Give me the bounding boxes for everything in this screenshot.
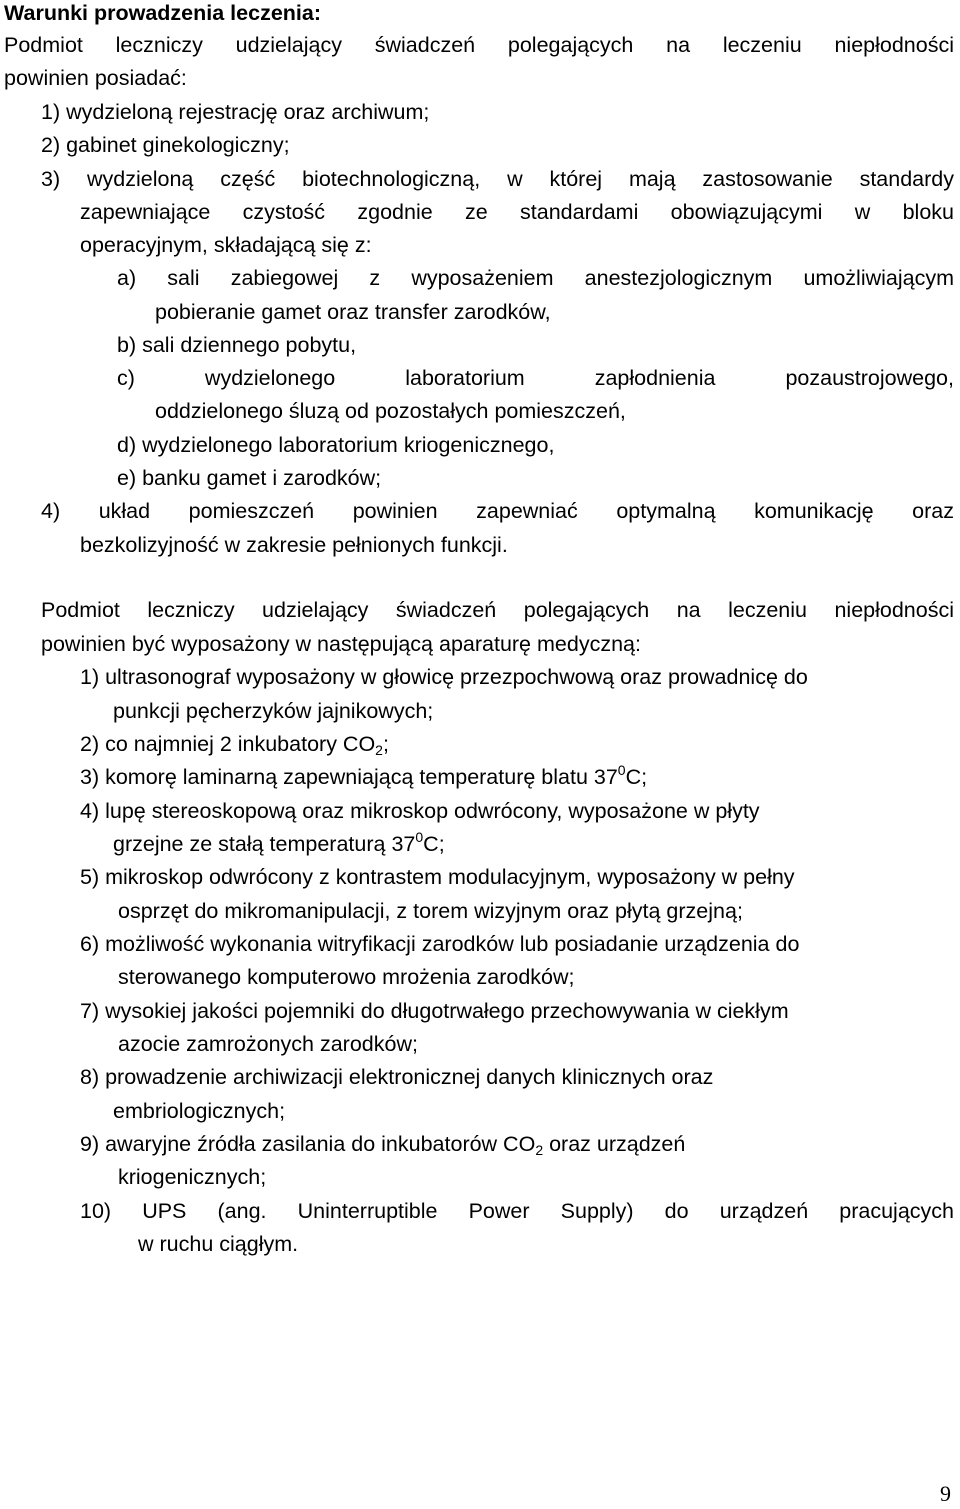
- list-item-text: ;: [382, 732, 389, 756]
- list-item: [80, 731, 389, 757]
- heading: Warunki prowadzenia leczenia:: [4, 1, 321, 25]
- sub-list-item: e) banku gamet i zarodków;: [117, 466, 382, 490]
- list-item-continuation: operacyjnym, składającą się z:: [80, 233, 372, 257]
- list-item-text: 9) awaryjne źródła zasilania do inkubatorów CO: [80, 1132, 536, 1156]
- sub-list-item: a) sali zabiegowej z wyposażeniem anestezjologicznym umożliwiającym: [117, 266, 954, 290]
- superscript: 0: [617, 762, 626, 778]
- sub-list-item: d) wydzielonego laboratorium kriogenicznego,: [117, 433, 555, 457]
- list-item-continuation: punkcji pęcherzyków jajnikowych;: [113, 699, 434, 723]
- section1-intro-line2: powinien posiadać:: [4, 66, 187, 90]
- list-item-continuation: osprzęt do mikromanipulacji, z torem wizyjnym oraz płytą grzejną;: [118, 899, 743, 923]
- list-item-text: C;: [625, 765, 648, 789]
- list-item-continuation: bezkolizyjność w zakresie pełnionych funkcji.: [80, 533, 508, 557]
- list-item: 3) wydzieloną część biotechnologiczną, w której mają zastosowanie standardy: [41, 167, 954, 191]
- list-item: 1) ultrasonograf wyposażony w głowicę przezpochwową oraz prowadnicę do: [80, 665, 808, 689]
- page-number: 9: [940, 1481, 951, 1506]
- list-item-continuation: [113, 831, 445, 857]
- list-item-text: oraz urządzeń: [543, 1132, 686, 1156]
- list-item: 4) lupę stereoskopową oraz mikroskop odwrócony, wyposażone w płyty: [80, 799, 760, 823]
- list-item-continuation: kriogenicznych;: [118, 1165, 267, 1189]
- list-item: 10) UPS (ang. Uninterruptible Power Supply) do urządzeń pracujących: [80, 1199, 954, 1223]
- sub-list-item-continuation: oddzielonego śluzą od pozostałych pomieszczeń,: [155, 399, 626, 423]
- section2-intro-line2: powinien być wyposażony w następującą aparaturę medyczną:: [41, 632, 641, 656]
- list-item: 5) mikroskop odwrócony z kontrastem modulacyjnym, wyposażony w pełny: [80, 865, 795, 889]
- list-item: 2) gabinet ginekologiczny;: [41, 133, 290, 157]
- sub-list-item: b) sali dziennego pobytu,: [117, 333, 357, 357]
- sub-list-item-continuation: pobieranie gamet oraz transfer zarodków,: [155, 300, 551, 324]
- list-item: 7) wysokiej jakości pojemniki do długotrwałego przechowywania w ciekłym: [80, 999, 789, 1023]
- subscript: 2: [375, 742, 383, 758]
- subscript: 2: [535, 1142, 544, 1158]
- list-item-continuation: embriologicznych;: [113, 1099, 286, 1123]
- section1-intro-line1: Podmiot leczniczy udzielający świadczeń polegających na leczeniu niepłodności: [4, 33, 954, 57]
- list-item-text: grzejne ze stałą temperaturą 37: [113, 832, 416, 856]
- list-item: 1) wydzieloną rejestrację oraz archiwum;: [41, 100, 430, 124]
- list-item-continuation: w ruchu ciągłym.: [138, 1232, 299, 1256]
- sub-list-item: c) wydzielonego laboratorium zapłodnienia pozaustrojowego,: [117, 366, 954, 390]
- list-item-text: 3) komorę laminarną zapewniającą temperaturę blatu 37: [80, 765, 618, 789]
- list-item: 6) możliwość wykonania witryfikacji zarodków lub posiadanie urządzenia do: [80, 932, 800, 956]
- list-item: 4) układ pomieszczeń powinien zapewniać optymalną komunikację oraz: [41, 499, 954, 523]
- list-item-continuation: sterowanego komputerowo mrożenia zarodków;: [118, 965, 575, 989]
- section2-intro-line1: Podmiot leczniczy udzielający świadczeń polegających na leczeniu niepłodności: [41, 598, 954, 622]
- superscript: 0: [415, 829, 424, 845]
- list-item-text: 2) co najmniej 2 inkubatory CO: [80, 732, 376, 756]
- list-item: 8) prowadzenie archiwizacji elektronicznej danych klinicznych oraz: [80, 1065, 714, 1089]
- list-item-continuation: azocie zamrożonych zarodków;: [118, 1032, 418, 1056]
- list-item: [80, 1131, 685, 1157]
- list-item: [80, 764, 647, 790]
- list-item-continuation: zapewniające czystość zgodnie ze standardami obowiązującymi w bloku: [80, 200, 954, 224]
- list-item-text: C;: [423, 832, 445, 856]
